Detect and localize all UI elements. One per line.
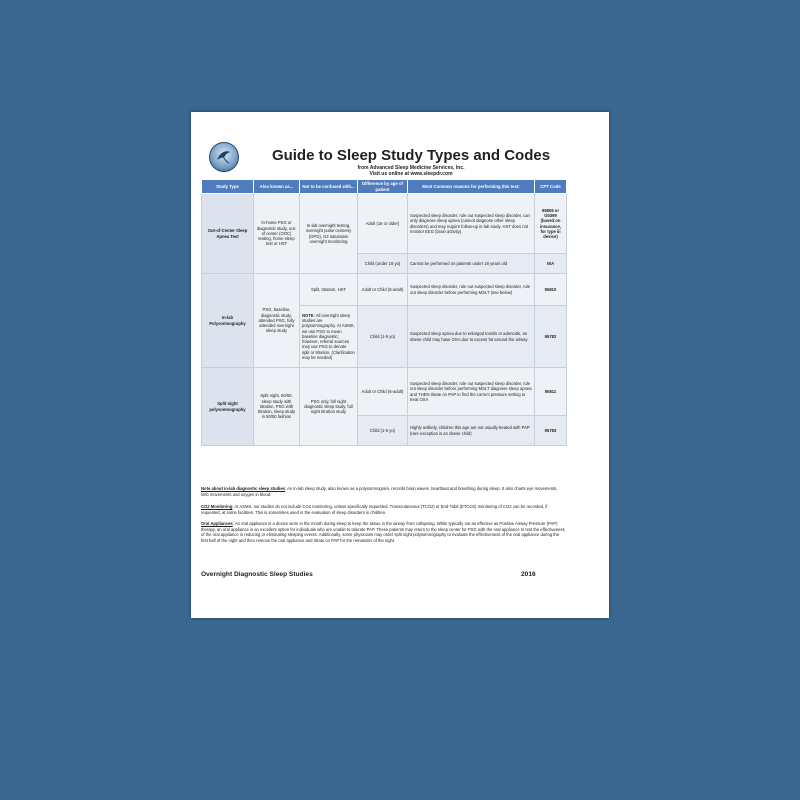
subtitle-company: from Advanced Sleep Medicine Services, Inc. [357,165,465,171]
study-type-cell: In-lab Polysomnography [202,274,254,368]
reason-cell: Suspected sleep disorder, rule out suspected sleep disorder, can only diagnose sleep apnea (cannot diagnose other sleep disorders) and may require follow-up in-lab study. HST does not monitor EEG (brain activity). [408,194,535,254]
study-type-cell: Out-of-Center Sleep Apnea Test [202,194,254,274]
reason-cell: Suspected sleep apnea due to enlarged tonsils or adenoids, an obese child may have OSA due to excess fat around the airway [408,306,535,368]
cpt-code-cell: 95811 [535,368,567,416]
header-cpt-code: CPT Code [535,180,567,194]
age-cell: Adult or Child (6-adult) [358,274,408,306]
age-cell: Child (1-5 yo) [358,306,408,368]
table-row [202,274,567,306]
cpt-code-cell: N/A [535,254,567,274]
note-text: : An in-lab sleep study, also known as a polysomnogram, records brain waves, heartbeat and breathing during sleep. It also charts eye movements, limb movements and oxygen in blood. [201,486,558,497]
note-in-lab-studies [201,486,566,497]
note-label: Oral Appliances [201,521,233,526]
cpt-code-cell: 95806 or G0399 (based on insurance, for type iii device) [535,194,567,254]
note-label: NOTE [302,313,314,319]
note-label: CO2 Monitoring [201,504,233,509]
reason-cell: Suspected sleep disorder, rule out suspected sleep disorder, rule out sleep disorder before performing MSLT diagnose sleep apnea and THEN titrate on PAP to find the correct pressure setting to treat OSA [408,368,535,416]
header-study-type: Study Type [202,180,254,194]
reason-cell: Highly unlikely, children this age are not usually treated with PAP (rare exception is an obese child) [408,416,535,446]
study-types-table [201,179,567,446]
header-not-confused: Not to be confused with... [300,180,358,194]
bird-icon [213,146,234,167]
header-also-known-as: Also known as... [254,180,300,194]
aka-cell: In-home PSG or diagnostic study, out-of center (OOC) testing, home sleep test or HST [254,194,300,274]
note-text: : An oral appliance is a device worn in the mouth during sleep to keep the tissue in the airway from collapsing. While typically not as effective as Positive Airway Pressure (PAP) therapy, an oral appliance is an excellent option for individuals who are unable to tolerate PAP. These patients may return to the sleep center for PSG with the oral appliance to test the effectiveness of the oral appliance in reducing or eliminating sleeping events. Additionally, some physicians may order split night polysomnography to evaluate the effectiveness of the oral appliance during the first half of the night and then remove the oral appliance and titrate on PAP for the remainder of the night. [201,521,565,543]
table-row [202,368,567,416]
cpt-code-cell: 95810 [535,274,567,306]
note-oral-appliances [201,521,566,543]
aka-cell: Split night, 50/50, sleep study with titration, PSG with titration, sleep study in 50/50 fashion [254,368,300,446]
document-page [191,112,609,618]
company-logo [209,142,239,172]
cpt-code-cell: 95782 [535,306,567,368]
note-co2-monitoring [201,504,566,515]
table-header-row [202,180,567,194]
table-row [202,194,567,254]
note-text: : At ASMS, our studies do not include CO2 monitoring, unless specifically requested. Transcutaneous (TCO2) or End-Tidal (ETCO2) monitoring of CO2 can be recorded, if requested, at some facilities. This is sometimes used in the evaluation of sleep disorders in children. [201,504,548,515]
note-label: Note about in-lab diagnostic sleep studies [201,486,285,491]
age-cell: Child (1-5 yo) [358,416,408,446]
study-type-cell: Split night polysomnography [202,368,254,446]
header-age-difference: Difference by age of patient [358,180,408,194]
age-cell: Adult or Child (6-adult) [358,368,408,416]
not-confused-cell: In-lab overnight testing, overnight pulse oximetry (OPO), O2 saturation overnight monitoring [300,194,358,274]
not-confused-cell: PSG only, full night diagnostic sleep study, full night titration study [300,368,358,446]
reason-cell: Cannot be performed on patients under 18 years old [408,254,535,274]
subtitle-website: Visit us online at www.sleepdr.com [369,171,453,177]
cpt-code-cell: 95783 [535,416,567,446]
reason-cell: Suspected sleep disorder, rule out suspected sleep disorder, rule out sleep disorder before performing MSLT (see below) [408,274,535,306]
footer-title: Overnight Diagnostic Sleep Studies [201,571,313,578]
footer-year: 2016 [521,571,536,578]
age-cell: Child (under 18 yo) [358,254,408,274]
page-title: Guide to Sleep Study Types and Codes [271,147,551,164]
psg-note-cell [300,306,358,368]
not-confused-cell: Split, titration, HST [300,274,358,306]
aka-cell: PSG, baseline, diagnostic study, attended PSG, fully attended overnight sleep study [254,274,300,368]
note-text: : All overnight sleep studies are polysomnography. At ASMS, we use PSG to mean baseline diagnostic; however, referral sources may use PSG to denote split or titration. (Clarification may be needed) [302,313,355,360]
age-cell: Adult (18 or older) [358,194,408,254]
header-reasons: Most Common reasons for performing this test: [408,180,535,194]
